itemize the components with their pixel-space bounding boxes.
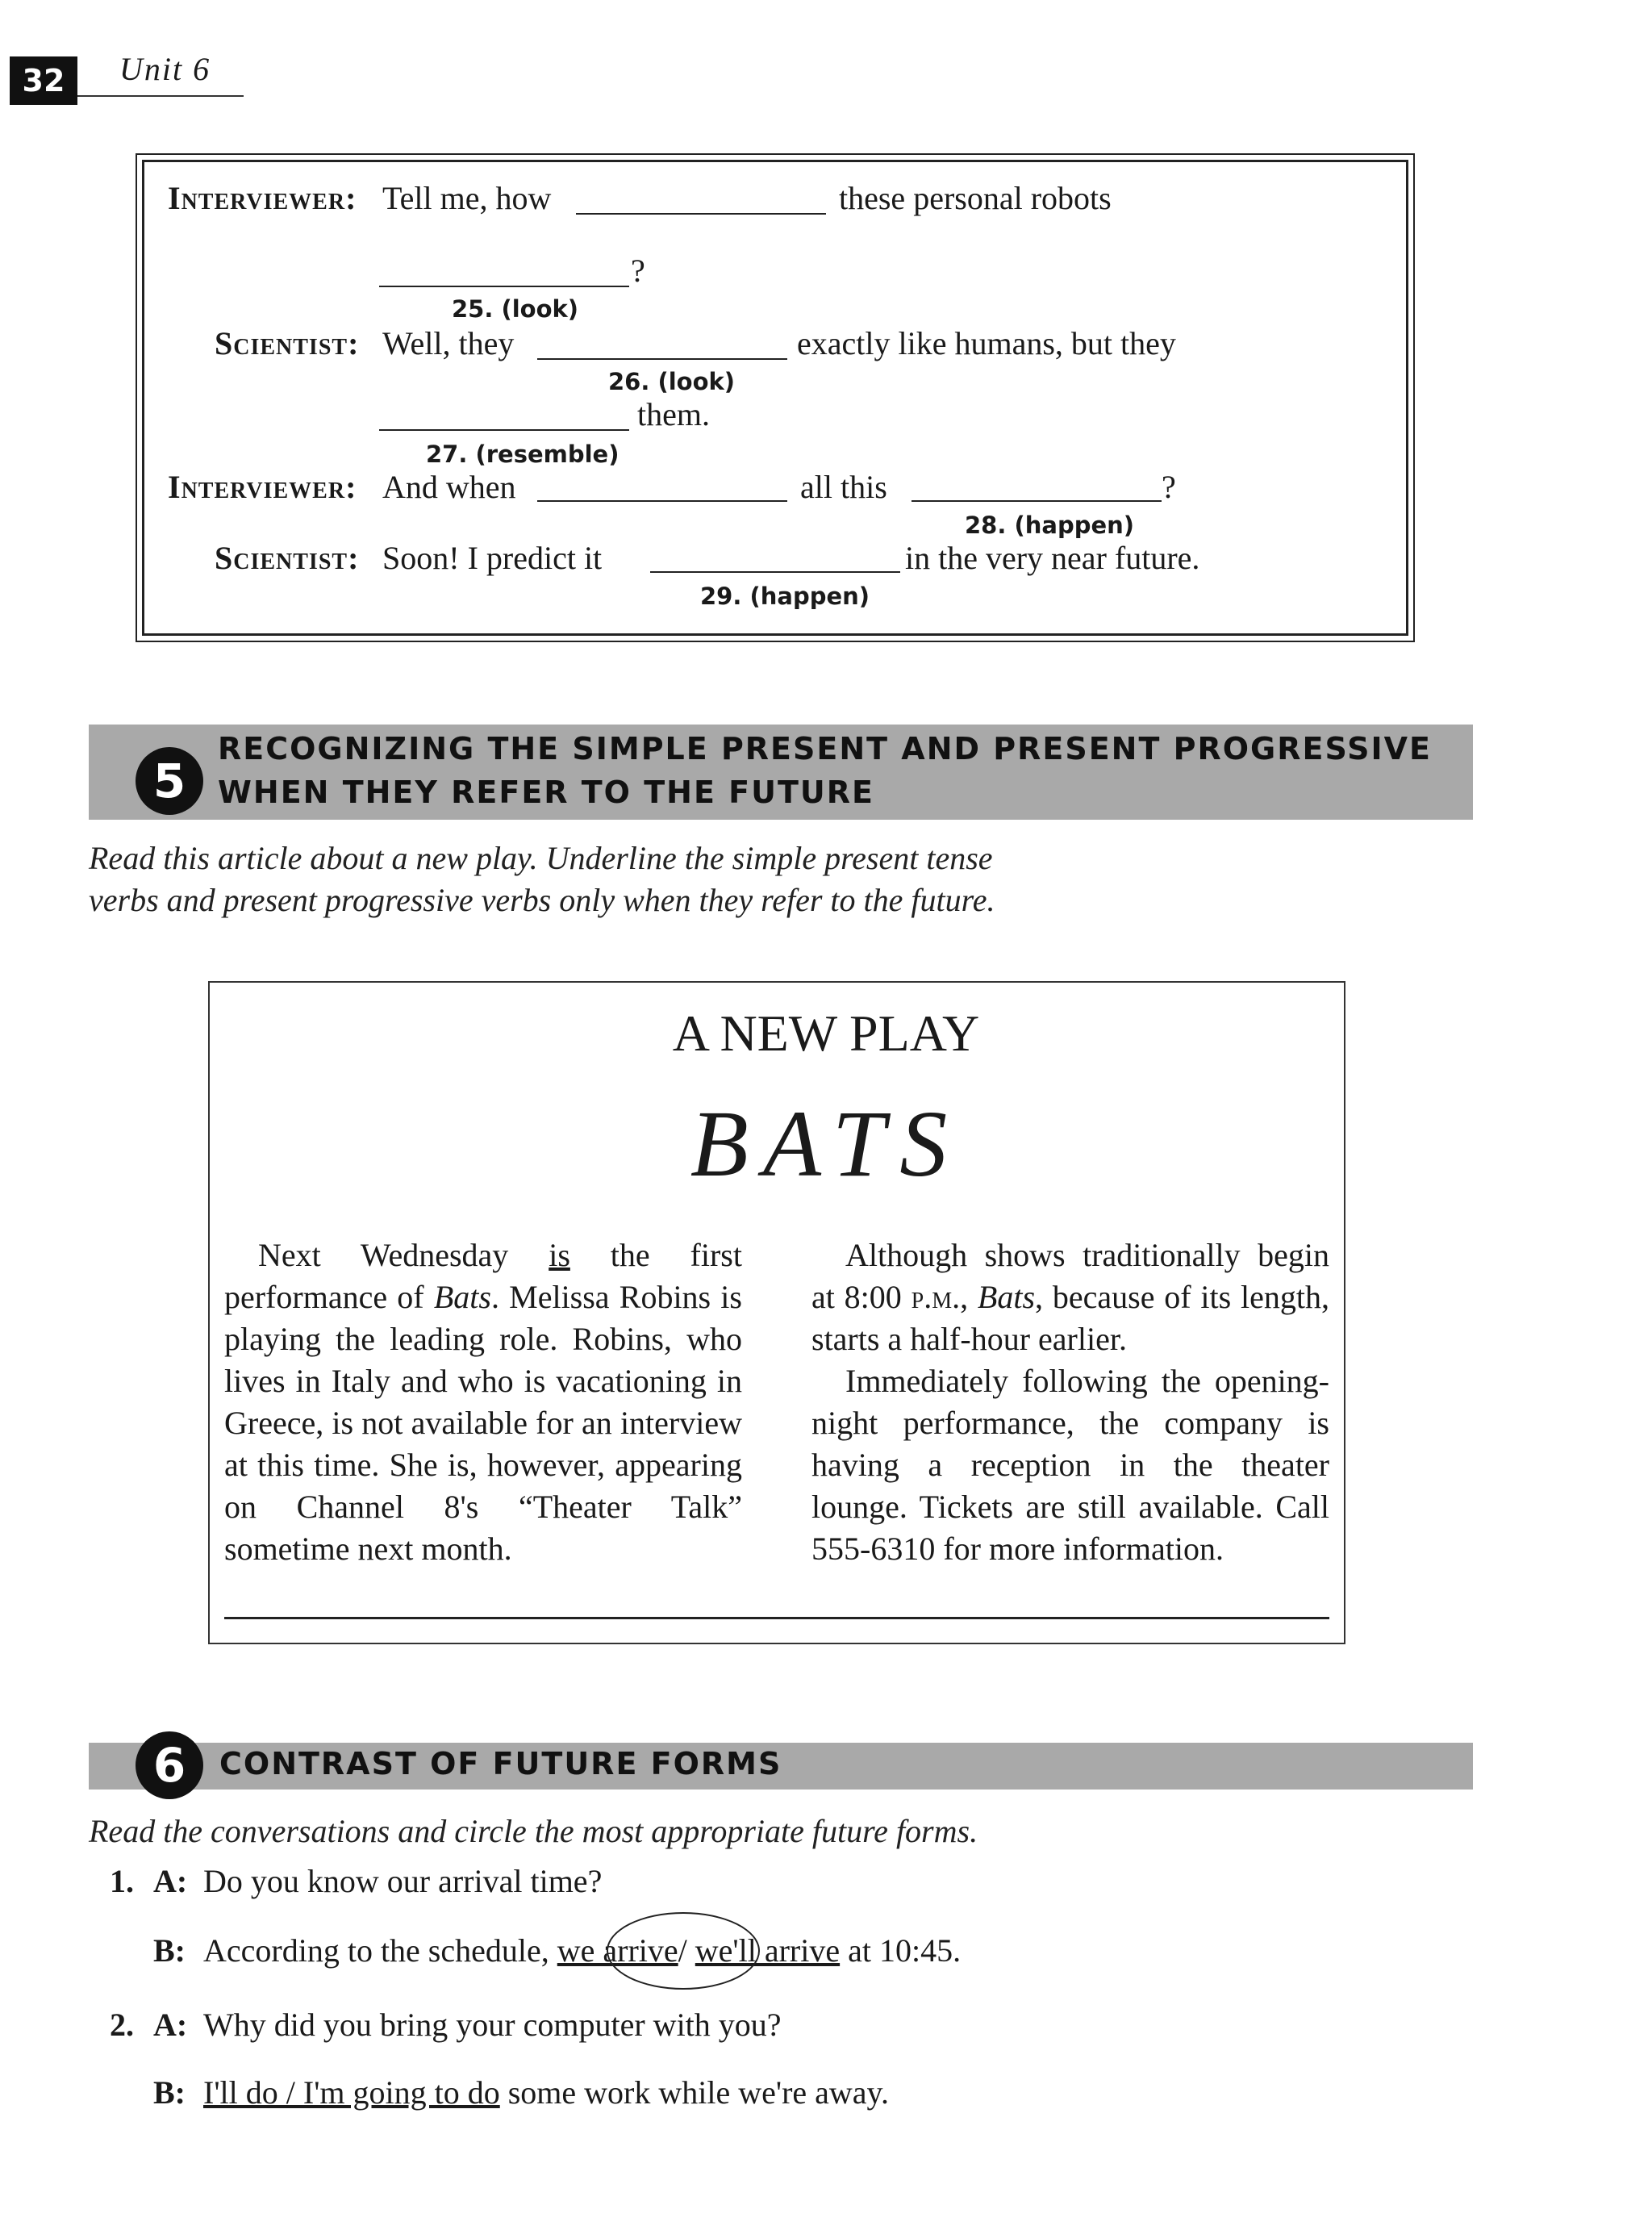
- instructions: Read the conversations and circle the most appropriate future forms.: [89, 1813, 978, 1849]
- dialogue-text: Well, they: [382, 325, 515, 361]
- speaker-label: Scientist:: [215, 325, 360, 361]
- verb-cue: 25. (look): [452, 295, 579, 323]
- option-well-arrive[interactable]: we'll arrive: [695, 1932, 841, 1969]
- answer-blank[interactable]: [912, 500, 1162, 502]
- article-paragraph: Although shows traditionally begin at 8:00 p.m., Bats, because of its length, starts a half-hour earlier.: [811, 1237, 1329, 1357]
- exercise-number-badge: 6: [136, 1731, 203, 1799]
- speaker-label: A:: [153, 1863, 188, 1899]
- dialogue-text: Tell me, how: [382, 180, 552, 216]
- underlined-verb[interactable]: is: [549, 1237, 570, 1273]
- dialogue-text: these personal robots: [839, 180, 1112, 216]
- article-column-left: [224, 1234, 742, 1570]
- utterance: Why did you bring your computer with you?: [203, 2007, 782, 2043]
- dialogue-text: them.: [637, 396, 710, 432]
- verb-cue: 29. (happen): [700, 583, 870, 610]
- verb-cue: 26. (look): [608, 368, 736, 395]
- article-paragraph: Immediately following the opening-night performance, the company is having a reception in the theater lounge. Tickets are still available. Call 555-6310 for more information.: [811, 1363, 1329, 1567]
- answer-blank[interactable]: [650, 571, 900, 573]
- article-title: BATS: [690, 1091, 962, 1197]
- dialogue-text: And when: [382, 469, 516, 505]
- dialogue-text: exactly like humans, but they: [797, 325, 1176, 361]
- exercise-number-badge: 5: [136, 747, 203, 815]
- dialogue-text: in the very near future.: [905, 540, 1200, 576]
- speaker-label: A:: [153, 2007, 188, 2043]
- dialogue-text: ?: [631, 253, 645, 289]
- article-column-right: [811, 1234, 1329, 1570]
- dialogue-text: Soon! I predict it: [382, 540, 603, 576]
- answer-blank[interactable]: [379, 286, 629, 287]
- speaker-label: B:: [153, 2074, 186, 2111]
- item-number: 1.: [110, 1863, 134, 1899]
- instructions: Read this article about a new play. Underline the simple present tense: [89, 840, 993, 876]
- page-number: 32: [10, 56, 77, 105]
- utterance: Do you know our arrival time?: [203, 1863, 603, 1899]
- unit-label: Unit 6: [119, 51, 211, 87]
- speaker-label: Scientist:: [215, 540, 360, 576]
- article-paragraph: Next Wednesday is the first performance of Bats. Melissa Robins is playing the leading role. Robins, who lives in Italy and who is vacationing in Greece, is not available for an interview at this time. She is, however, appearing on Channel 8's “Theater Talk” sometime next month.: [224, 1237, 742, 1567]
- exercise-title: RECOGNIZING THE SIMPLE PRESENT AND PRESENT PROGRESSIVE: [218, 731, 1432, 766]
- dialogue-text: ?: [1162, 469, 1176, 505]
- item-number: 2.: [110, 2007, 134, 2043]
- verb-cue: 28. (happen): [965, 512, 1135, 539]
- option-we-arrive[interactable]: we arrive: [557, 1932, 678, 1969]
- speaker-label: Interviewer:: [168, 180, 357, 216]
- speaker-label: B:: [153, 1932, 186, 1969]
- instructions: verbs and present progressive verbs only when they refer to the future.: [89, 882, 995, 918]
- verb-cue: 27. (resemble): [426, 441, 620, 468]
- article-bottom-rule: [224, 1617, 1329, 1619]
- utterance: According to the schedule, we arrive/ we'll arrive at 10:45.: [203, 1932, 962, 1969]
- dialogue-text: all this: [800, 469, 887, 505]
- exercise-title: WHEN THEY REFER TO THE FUTURE: [218, 775, 874, 810]
- exercise-title: CONTRAST OF FUTURE FORMS: [219, 1746, 782, 1781]
- answer-blank[interactable]: [576, 213, 826, 215]
- article-heading: A NEW PLAY: [672, 1004, 980, 1062]
- future-form-options[interactable]: I'll do / I'm going to do: [203, 2074, 500, 2111]
- answer-blank[interactable]: [379, 429, 629, 431]
- answer-circle: [607, 1912, 760, 1990]
- answer-blank[interactable]: [537, 358, 787, 360]
- utterance: I'll do / I'm going to do some work while we're away.: [203, 2074, 889, 2111]
- header-rule: [77, 95, 244, 97]
- speaker-label: Interviewer:: [168, 469, 357, 505]
- answer-blank[interactable]: [537, 500, 787, 502]
